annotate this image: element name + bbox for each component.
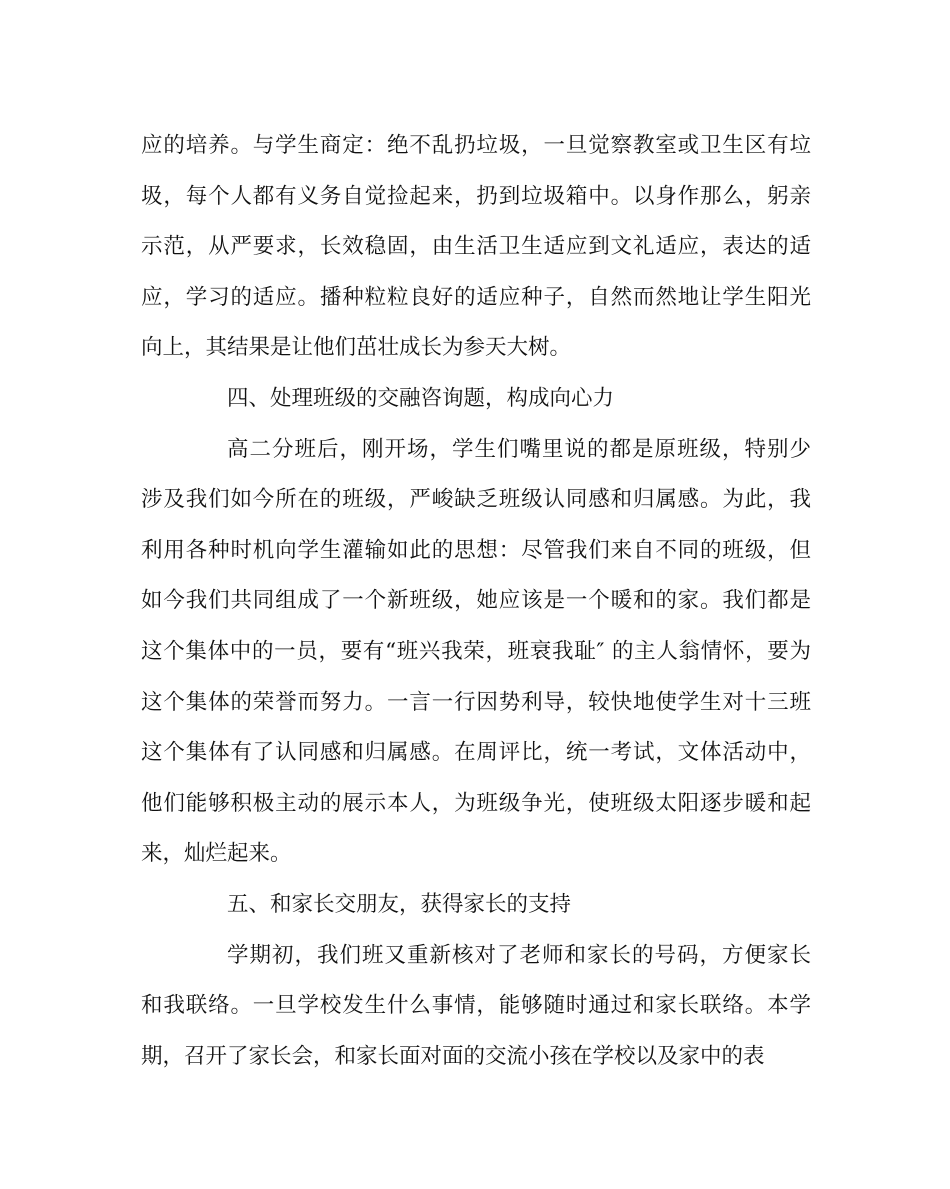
body-line-5: 向上，其结果是让他们茁壮成长为参天大树。 xyxy=(141,335,572,361)
section-heading-5: 五、和家长交朋友，获得家长的支持 xyxy=(227,891,572,917)
body-line-13: 这个集体有了认同感和归属感。在周评比，统一考试，文体活动中， xyxy=(141,740,811,766)
paragraph-start-line-2: 学期初，我们班又重新核对了老师和家长的号码，方便家长 xyxy=(227,942,811,968)
body-line-1: 应的培养。与学生商定：绝不乱扔垃圾，一旦觉察教室或卫生区有垃 xyxy=(141,133,811,158)
body-line-14: 他们能够积极主动的展示本人，为班级争光，使班级太阳逐步暖和起 xyxy=(141,790,811,816)
section-heading-4: 四、处理班级的交融咨询题，构成向心力 xyxy=(227,385,615,411)
body-line-12: 这个集体的荣誉而努力。一言一行因势利导，较快地使学生对十三班 xyxy=(141,689,811,715)
body-line-3: 示范，从严要求，长效稳固，由生活卫生适应到文礼适应，表达的适 xyxy=(141,234,811,260)
body-line-4: 应，学习的适应。播种粒粒良好的适应种子，自然而然地让学生阳光 xyxy=(141,284,811,310)
document-body xyxy=(141,121,811,1082)
body-line-18: 和我联络。一旦学校发生什么事情，能够随时通过和家长联络。本学 xyxy=(141,993,811,1019)
body-line-11: 这个集体中的一员，要有“班兴我荣，班衰我耻″ 的主人翁情怀，要为 xyxy=(141,638,811,664)
paragraph-start-line: 高二分班后，刚开场，学生们嘴里说的都是原班级，特别少 xyxy=(227,436,811,462)
body-line-9: 利用各种时机向学生灌输如此的思想：尽管我们来自不同的班级，但 xyxy=(141,537,811,563)
body-line-15: 来，灿烂起来。 xyxy=(141,841,292,867)
body-line-2: 圾，每个人都有义务自觉捡起来，扔到垃圾箱中。以身作那么，躬亲 xyxy=(141,183,811,209)
body-line-8: 涉及我们如今所在的班级，严峻缺乏班级认同感和归属感。为此，我 xyxy=(141,487,811,513)
body-line-19: 期，召开了家长会，和家长面对面的交流小孩在学校以及家中的表 xyxy=(141,1043,765,1069)
body-line-10: 如今我们共同组成了一个新班级，她应该是一个暖和的家。我们都是 xyxy=(141,588,811,614)
